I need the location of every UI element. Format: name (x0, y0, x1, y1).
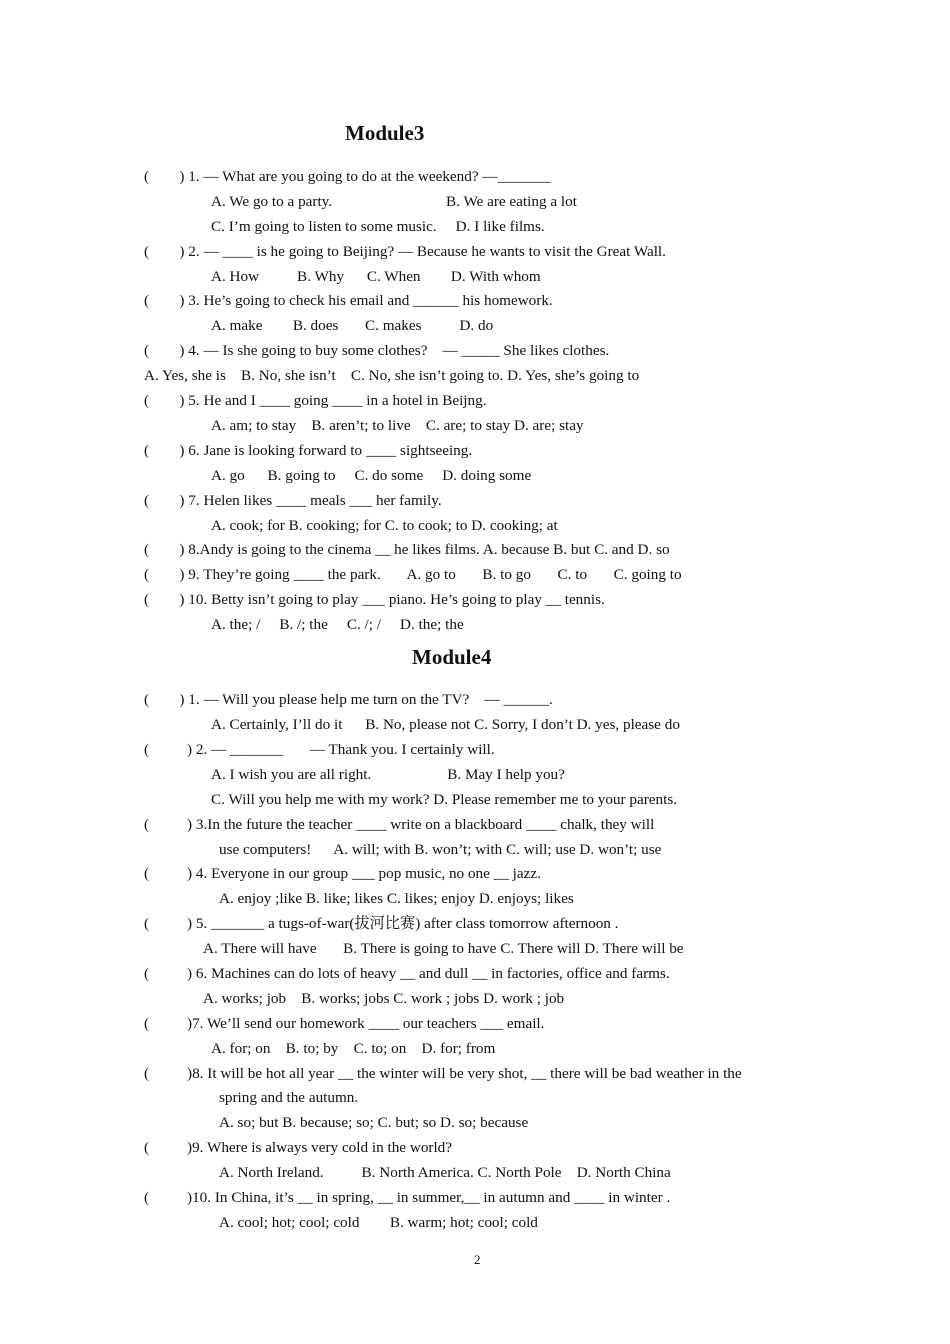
m3-q2-options: A. How B. Why C. When D. With whom (211, 268, 541, 285)
m4-q10: ( )10. In China, it’s __ in spring, __ in summer,__ in autumn and ____ in winter . (144, 1189, 671, 1206)
m4-q4: ( ) 4. Everyone in our group ___ pop music, no one __ jazz. (144, 865, 541, 882)
page-number: 2 (474, 1252, 481, 1267)
m3-q1-options-cd: C. I’m going to listen to some music. D. I like films. (211, 218, 545, 235)
m4-q4-options: A. enjoy ;like B. like; likes C. likes; enjoy D. enjoys; likes (219, 890, 574, 907)
m4-q2: ( ) 2. — _______ — Thank you. I certainly will. (144, 741, 495, 758)
m3-q2: ( ) 2. — ____ is he going to Beijing? — Because he wants to visit the Great Wall. (144, 243, 666, 260)
m4-q9: ( )9. Where is always very cold in the world? (144, 1139, 453, 1156)
m4-q6-options: A. works; job B. works; jobs C. work ; jobs D. work ; job (203, 990, 565, 1007)
m4-q1-options: A. Certainly, I’ll do it B. No, please not C. Sorry, I don’t D. yes, please do (211, 716, 680, 733)
m4-q5: ( ) 5. _______ a tugs-of-war(拔河比赛) after class tomorrow afternoon . (144, 915, 619, 932)
m3-q7-options: A. cook; for B. cooking; for C. to cook; to D. cooking; at (211, 517, 558, 534)
m3-q7: ( ) 7. Helen likes ____ meals ___ her family. (144, 492, 442, 509)
m3-q5: ( ) 5. He and I ____ going ____ in a hotel in Beijng. (144, 392, 487, 409)
m4-q8-continued: spring and the autumn. (219, 1089, 359, 1106)
m4-q10-options: A. cool; hot; cool; cold B. warm; hot; cool; cold (219, 1214, 538, 1231)
m3-q5-options: A. am; to stay B. aren’t; to live C. are; to stay D. are; stay (211, 417, 584, 434)
m3-q3-options: A. make B. does C. makes D. do (211, 317, 494, 334)
m4-q7: ( )7. We’ll send our homework ____ our teachers ___ email. (144, 1015, 545, 1032)
m4-q7-options: A. for; on B. to; by C. to; on D. for; from (211, 1040, 496, 1057)
m4-q9-options: A. North Ireland. B. North America. C. North Pole D. North China (219, 1164, 671, 1181)
m3-q9: ( ) 9. They’re going ____ the park. A. go to B. to go C. to C. going to (144, 566, 682, 583)
m4-q1: ( ) 1. — Will you please help me turn on the TV? — ______. (144, 691, 553, 708)
m3-q1: ( ) 1. — What are you going to do at the weekend? —_______ (144, 168, 551, 185)
m4-q3: ( ) 3.In the future the teacher ____ write on a blackboard ____ chalk, they will (144, 816, 655, 833)
m3-q10-options: A. the; / B. /; the C. /; / D. the; the (211, 616, 464, 633)
m3-q1-options-ab: A. We go to a party. B. We are eating a lot (211, 193, 577, 210)
m3-q10: ( ) 10. Betty isn’t going to play ___ piano. He’s going to play __ tennis. (144, 591, 605, 608)
m3-q6-options: A. go B. going to C. do some D. doing some (211, 467, 532, 484)
module4-heading: Module4 (412, 645, 492, 669)
m3-q3: ( ) 3. He’s going to check his email and ______ his homework. (144, 292, 553, 309)
m4-q3-options: use computers! A. will; with B. won’t; with C. will; use D. won’t; use (219, 841, 662, 858)
m3-q4: ( ) 4. — Is she going to buy some clothes? — _____ She likes clothes. (144, 342, 610, 359)
m3-q6: ( ) 6. Jane is looking forward to ____ sightseeing. (144, 442, 473, 459)
module3-heading: Module3 (345, 121, 425, 145)
m4-q8: ( )8. It will be hot all year __ the winter will be very shot, __ there will be bad weather in the (144, 1065, 742, 1082)
m4-q5-options: A. There will have B. There is going to have C. There will D. There will be (203, 940, 684, 957)
m3-q8: ( ) 8.Andy is going to the cinema __ he likes films. A. because B. but C. and D. so (144, 541, 670, 558)
m4-q2-options-ab: A. I wish you are all right. B. May I help you? (211, 766, 565, 783)
m4-q2-options-cd: C. Will you help me with my work? D. Please remember me to your parents. (211, 791, 678, 808)
m4-q8-options: A. so; but B. because; so; C. but; so D. so; because (219, 1114, 529, 1131)
m4-q6: ( ) 6. Machines can do lots of heavy __ and dull __ in factories, office and farms. (144, 965, 670, 982)
m3-q4-options: A. Yes, she is B. No, she isn’t C. No, she isn’t going to. D. Yes, she’s going to (144, 367, 640, 384)
